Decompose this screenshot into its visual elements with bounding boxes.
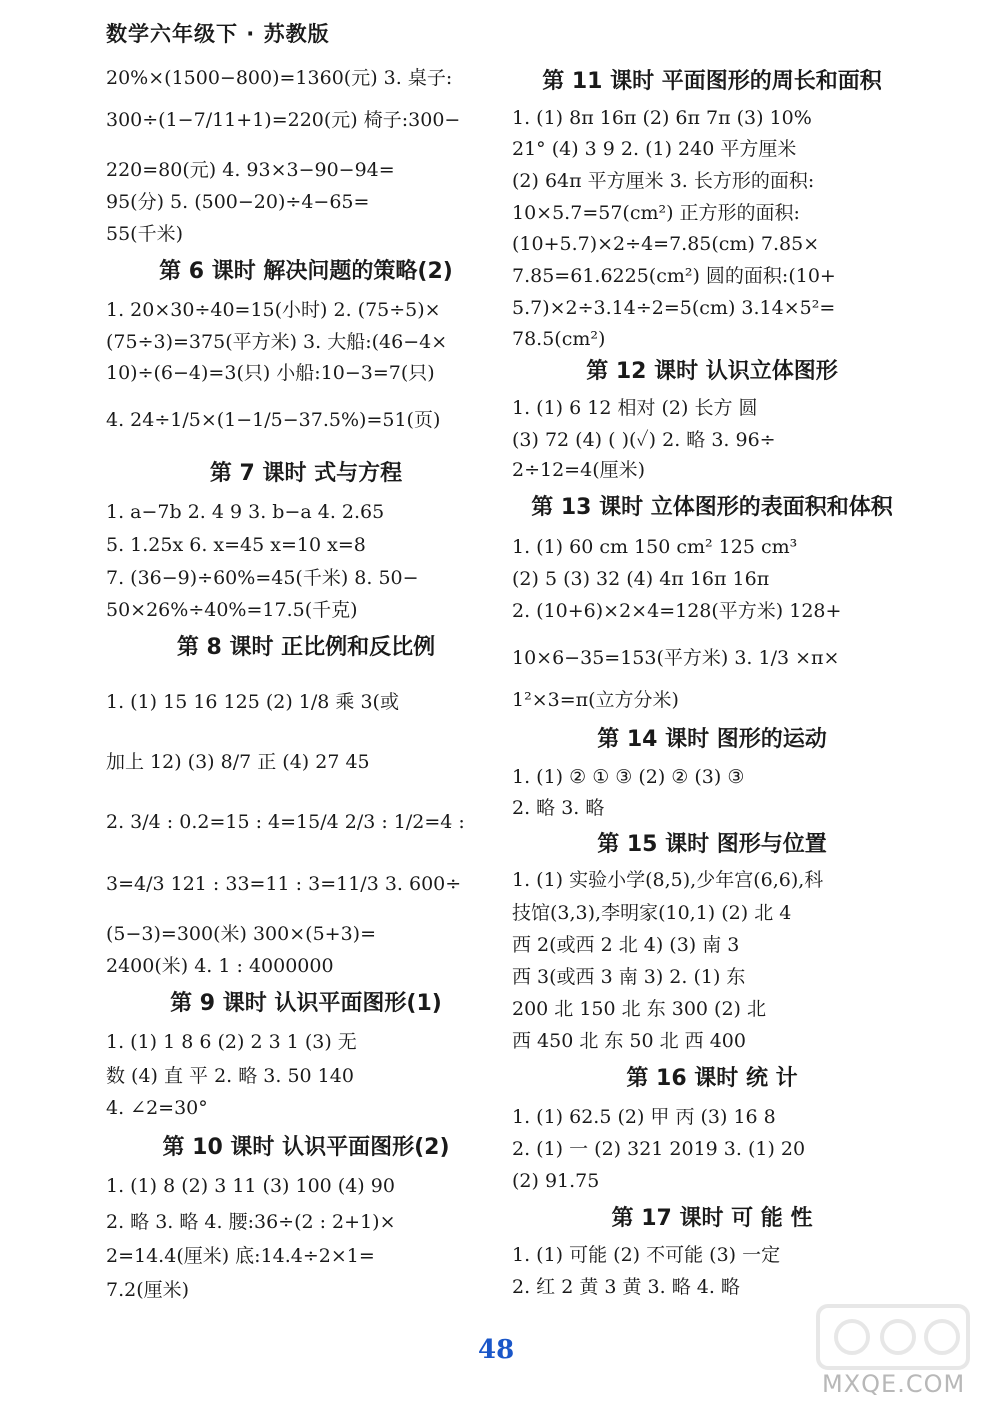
answer-line: (10+5.7)×2÷4=7.85(cm) 7.85× [512,233,820,255]
answer-line: 数 (4) 直 平 2. 略 3. 50 140 [106,1065,354,1087]
answer-line: 2. 3/4 : 0.2=15 : 4=15/4 2/3 : 1/2=4 : [106,811,465,833]
section-title: 第 14 课时 图形的运动 [597,727,827,752]
answer-line: (3) 72 (4) ( )(✓) 2. 略 3. 96÷ [512,429,776,451]
answer-line: 7.85=61.6225(cm²) 圆的面积:(10+ [512,265,836,287]
answer-line: 3=4/3 121 : 33=11 : 3=11/3 3. 600÷ [106,873,462,895]
answer-line: 220=80(元) 4. 93×3−90−94= [106,159,395,181]
answer-line: 7. (36−9)÷60%=45(千米) 8. 50− [106,567,419,589]
section-title: 第 11 课时 平面图形的周长和面积 [542,69,882,94]
answer-line: 10)÷(6−4)=3(只) 小船:10−3=7(只) [106,362,435,384]
answer-line: 2. (10+6)×2×4=128(平方米) 128+ [512,600,842,622]
answer-line: 7.2(厘米) [106,1279,190,1301]
answer-line: 78.5(cm²) [512,328,606,350]
answer-line: 2÷12=4(厘米) [512,459,646,481]
answer-line: 西 2(或西 2 北 4) (3) 南 3 [512,934,740,956]
answer-line: 2. 略 3. 略 4. 腰:36÷(2 : 2+1)× [106,1211,396,1233]
answer-line: 2. (1) 一 (2) 321 2019 3. (1) 20 [512,1138,806,1160]
page-number: 48 [478,1335,515,1365]
answer-line: 1. (1) 8π 16π (2) 6π 7π (3) 10% [512,107,812,129]
answer-line: 1. (1) 1 8 6 (2) 2 3 1 (3) 无 [106,1031,357,1053]
answer-line: 5. 1.25x 6. x=45 x=10 x=8 [106,534,366,556]
answer-line: 2. 红 2 黄 3 黄 3. 略 4. 略 [512,1276,740,1298]
watermark-text: MXQE.COM [822,1370,966,1398]
answer-line: 1. (1) 60 cm 150 cm² 125 cm³ [512,536,798,558]
answer-line: 1. (1) 15 16 125 (2) 1/8 乘 3(或 [106,691,399,713]
section-title: 第 16 课时 统 计 [626,1066,798,1091]
answer-line: 5.7)×2÷3.14÷2=5(cm) 3.14×5²= [512,297,836,319]
answer-line: 2400(米) 4. 1 : 4000000 [106,955,334,977]
answer-line: 10×5.7=57(cm²) 正方形的面积: [512,202,800,224]
answer-line: (5−3)=300(米) 300×(5+3)= [106,923,376,945]
answer-line: 20%×(1500−800)=1360(元) 3. 桌子: [106,67,453,89]
answer-line: 1. (1) 8 (2) 3 11 (3) 100 (4) 90 [106,1175,395,1197]
section-title: 第 7 课时 式与方程 [209,461,403,486]
answer-line: 2=14.4(厘米) 底:14.4÷2×1= [106,1245,375,1267]
answer-line: 95(分) 5. (500−20)÷4−65= [106,191,370,213]
answer-line: 1. (1) 62.5 (2) 甲 丙 (3) 16 8 [512,1106,776,1128]
answer-line: 21° (4) 3 9 2. (1) 240 平方厘米 [512,138,797,160]
answer-line: 10×6−35=153(平方米) 3. 1/3 ×π× [512,647,840,669]
answer-line: 西 3(或西 3 南 3) 2. (1) 东 [512,966,746,988]
answer-line: 1. 20×30÷40=15(小时) 2. (75÷5)× [106,299,441,321]
section-title: 第 8 课时 正比例和反比例 [176,635,436,660]
answer-line: (2) 91.75 [512,1170,600,1192]
answer-line: 技馆(3,3),李明家(10,1) (2) 北 4 [512,902,792,924]
page-header: 数学六年级下 · 苏教版 [106,22,330,46]
section-title: 第 17 课时 可 能 性 [611,1206,813,1231]
answer-line: 55(千米) [106,223,184,245]
answer-line: 1²×3=π(立方分米) [512,689,679,711]
answer-line: (2) 64π 平方厘米 3. 长方形的面积: [512,170,815,192]
answer-line: 4. ∠2=30° [106,1097,208,1119]
answer-line: (2) 5 (3) 32 (4) 4π 16π 16π [512,568,770,590]
answer-line: 加上 12) (3) 8/7 正 (4) 27 45 [106,751,370,773]
answer-line: 1. (1) 实验小学(8,5),少年宫(6,6),科 [512,869,824,891]
section-title: 第 6 课时 解决问题的策略(2) [159,259,453,284]
section-title: 第 9 课时 认识平面图形(1) [170,991,442,1016]
section-title: 第 15 课时 图形与位置 [597,832,827,857]
answer-line: 50×26%÷40%=17.5(千克) [106,599,358,621]
answer-line: 200 北 150 北 东 300 (2) 北 [512,998,766,1020]
answer-line: 1. (1) 6 12 相对 (2) 长方 圆 [512,397,758,419]
answer-line: 2. 略 3. 略 [512,797,605,819]
answer-line: 300÷(1−7/11+1)=220(元) 椅子:300− [106,109,461,131]
section-title: 第 10 课时 认识平面图形(2) [162,1135,450,1160]
section-title: 第 13 课时 立体图形的表面积和体积 [531,495,893,520]
answer-line: 西 450 北 东 50 北 西 400 [512,1030,746,1052]
answer-line: 1. (1) 可能 (2) 不可能 (3) 一定 [512,1244,781,1266]
answer-line: (75÷3)=375(平方米) 3. 大船:(46−4× [106,331,448,353]
answer-line: 4. 24÷1/5×(1−1/5−37.5%)=51(页) [106,409,441,431]
answer-line: 1. a−7b 2. 4 9 3. b−a 4. 2.65 [106,501,385,523]
section-title: 第 12 课时 认识立体图形 [586,359,838,384]
answer-line: 1. (1) ② ① ③ (2) ② (3) ③ [512,766,745,788]
